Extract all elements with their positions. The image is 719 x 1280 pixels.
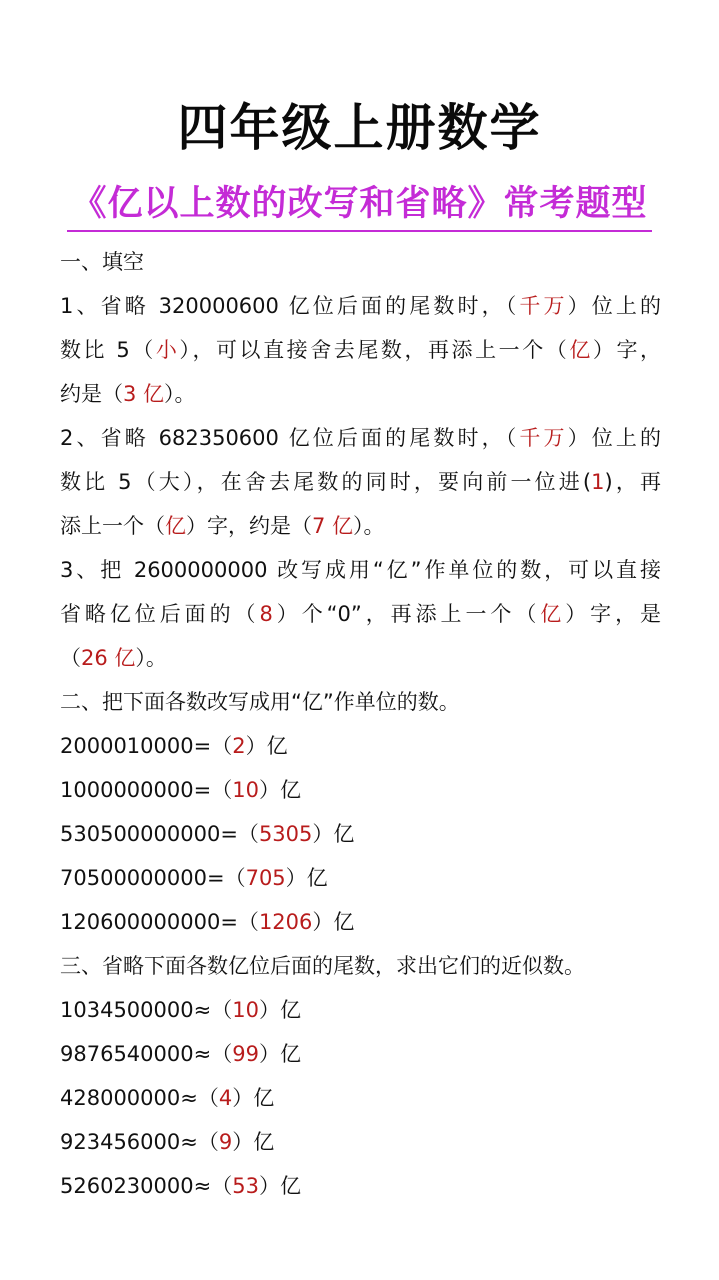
section3-item [60, 988, 661, 1032]
q1-answer-2: 小 [155, 338, 180, 362]
item-expression: 9876540000≈（ [60, 1042, 233, 1066]
q1-text: ）位上的 [567, 294, 662, 318]
q1-answer-4: 3 亿 [123, 382, 165, 406]
section2-item [60, 900, 661, 944]
item-answer: 9 [218, 1130, 233, 1154]
item-suffix: ）亿 [258, 1174, 301, 1198]
section2-item [60, 768, 661, 812]
item-suffix: ）亿 [285, 866, 328, 890]
q1-text: 约是（ [60, 382, 123, 406]
q1-text: ），可以直接舍去尾数，再添上一个（ [179, 338, 570, 362]
item-expression: 120600000000=（ [60, 910, 259, 934]
q1-text: ）字， [592, 338, 662, 362]
q2-line2 [60, 460, 661, 504]
q3-text: 省略亿位后面的（ [60, 602, 260, 626]
item-answer: 705 [245, 866, 286, 890]
item-expression: 923456000≈（ [60, 1130, 219, 1154]
item-suffix: ）亿 [312, 822, 355, 846]
q2-answer-3: 亿 [165, 514, 186, 538]
worksheet-body [60, 240, 661, 1208]
section2-heading: 二、把下面各数改写成用“亿”作单位的数。 [60, 690, 460, 714]
q3-line2 [60, 592, 661, 636]
item-expression: 70500000000=（ [60, 866, 246, 890]
q3-text: 3、把 2600000000 改写成用“亿”作单位的数，可以直接 [60, 558, 661, 582]
q1-line3 [60, 372, 661, 416]
item-suffix: ）亿 [258, 778, 301, 802]
section2-item [60, 812, 661, 856]
q2-line1 [60, 416, 661, 460]
item-suffix: ）亿 [258, 998, 301, 1022]
q1-answer-3: 亿 [569, 338, 593, 362]
q3-line1 [60, 548, 661, 592]
q1-text: 1、省略 320000600 亿位后面的尾数时，（ [60, 294, 520, 318]
q1-text: 数比 5（ [60, 338, 156, 362]
q3-answer-2: 亿 [540, 602, 566, 626]
item-suffix: ）亿 [232, 1130, 275, 1154]
item-suffix: ）亿 [232, 1086, 275, 1110]
q2-line3 [60, 504, 661, 548]
q3-answer-1: 8 [259, 602, 273, 626]
item-expression: 1034500000≈（ [60, 998, 233, 1022]
q3-line3 [60, 636, 661, 680]
q2-answer-1: 千万 [519, 426, 568, 450]
q2-text: 2、省略 682350600 亿位后面的尾数时，（ [60, 426, 520, 450]
item-expression: 428000000≈（ [60, 1086, 219, 1110]
q3-text: ）字，是 [565, 602, 662, 626]
item-suffix: ）亿 [258, 1042, 301, 1066]
section1-heading: 一、填空 [60, 250, 144, 274]
q3-text: （ [60, 646, 81, 670]
item-answer: 4 [218, 1086, 233, 1110]
item-answer: 5305 [258, 822, 313, 846]
page-subtitle: 《亿以上数的改写和省略》常考题型 [67, 176, 651, 232]
item-answer: 10 [232, 778, 259, 802]
item-answer: 2 [232, 734, 246, 758]
q1-text: ）。 [164, 382, 196, 406]
section2-item [60, 724, 661, 768]
section3-heading: 三、省略下面各数亿位后面的尾数，求出它们的近似数。 [60, 954, 585, 978]
item-suffix: ）亿 [245, 734, 288, 758]
q2-text: ）。 [353, 514, 385, 538]
q1-line2 [60, 328, 661, 372]
q2-text: ）位上的 [567, 426, 662, 450]
q2-answer-4: 7 亿 [312, 514, 354, 538]
subtitle-container [0, 176, 719, 232]
page-title: 四年级上册数学 [177, 99, 542, 157]
section3-item [60, 1120, 661, 1164]
item-answer: 1206 [258, 910, 313, 934]
q2-text: ）字，约是（ [186, 514, 312, 538]
section3-item [60, 1164, 661, 1208]
q3-answer-3: 26 亿 [81, 646, 136, 670]
section3-item [60, 1032, 661, 1076]
item-expression: 530500000000=（ [60, 822, 259, 846]
q3-text: ）个“0”，再添上一个（ [272, 602, 541, 626]
q3-text: ）。 [135, 646, 167, 670]
q2-text: 添上一个（ [60, 514, 165, 538]
item-answer: 10 [232, 998, 259, 1022]
q2-answer-2: 1 [591, 470, 605, 494]
q1-answer-1: 千万 [519, 294, 568, 318]
q2-text: 数比 5（大），在舍去尾数的同时，要向前一位进( [60, 470, 592, 494]
item-answer: 53 [232, 1174, 259, 1198]
item-expression: 2000010000=（ [60, 734, 233, 758]
item-answer: 99 [232, 1042, 259, 1066]
section3-item [60, 1076, 661, 1120]
q2-text: )，再 [604, 470, 661, 494]
item-expression: 1000000000=（ [60, 778, 233, 802]
item-suffix: ）亿 [312, 910, 355, 934]
item-expression: 5260230000≈（ [60, 1174, 233, 1198]
q1-line1 [60, 284, 661, 328]
section2-item [60, 856, 661, 900]
